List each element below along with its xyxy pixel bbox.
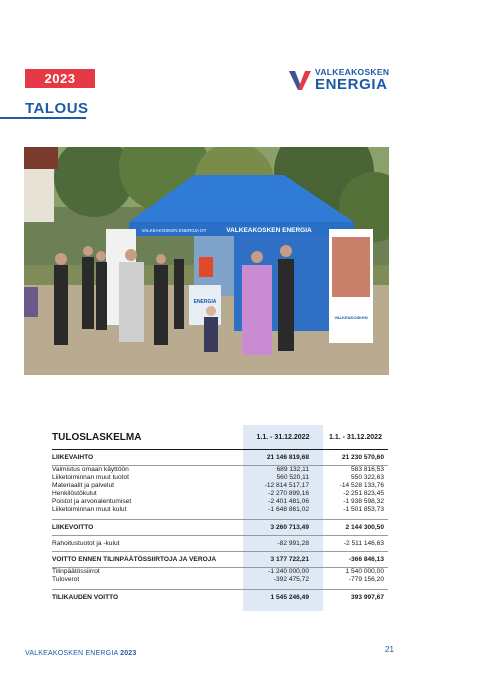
table-row — [52, 482, 388, 490]
row-value-1: -2 401 481,06 — [268, 498, 309, 505]
table-row — [52, 552, 388, 568]
row-value-2: 2 144 300,50 — [323, 520, 388, 536]
table-row — [52, 450, 388, 466]
row-value-2: -2 511 146,63 — [323, 536, 388, 552]
year-badge: 2023 — [25, 69, 95, 88]
row-value-1: 3 177 722,21 — [243, 552, 323, 568]
event-photo — [24, 147, 389, 375]
row-value-2: 583 816,53 — [323, 466, 388, 475]
table-header-row — [52, 425, 388, 450]
row-value-2: 393 997,67 — [323, 590, 388, 606]
table-row — [52, 568, 388, 577]
sign-text: ENERGIA — [193, 299, 217, 305]
logo-top-text: VALKEAKOSKEN — [315, 67, 390, 78]
row-label: VOITTO ENNEN TILINPÄÄTÖSSIIRTOJA JA VEROJA — [52, 552, 243, 568]
row-value-2: 550 322,63 — [350, 474, 384, 481]
footer-year: 2023 — [120, 650, 137, 657]
row-value-1: 3 260 713,49 — [243, 520, 323, 536]
row-value-2: 21 230 570,60 — [323, 450, 388, 466]
row-value-1: -2 270 899,16 — [268, 490, 309, 497]
tent-valance-text: VALKEAKOSKEN ENERGIA — [226, 227, 312, 234]
row-label: Henkilöstökulut — [52, 490, 97, 497]
table-title: TULOSLASKELMA — [52, 431, 142, 443]
row-value-1: 689 132,11 — [243, 466, 323, 475]
row-value-1: -1 240 000,00 — [243, 568, 323, 577]
row-label: Tilinpäätössiirrot — [52, 568, 243, 577]
table-row — [52, 520, 388, 536]
row-value-1: 1 545 246,49 — [243, 590, 323, 606]
row-value-2: -14 528 133,76 — [339, 482, 384, 489]
income-statement — [52, 425, 388, 605]
table-row — [52, 536, 388, 552]
section-title: TALOUS — [25, 100, 89, 117]
table-row — [52, 506, 388, 514]
row-label: Materiaalit ja palvelut — [52, 482, 114, 489]
row-label: Poistot ja arvonalentumiset — [52, 498, 132, 505]
page-number: 21 — [385, 645, 394, 654]
tent-valance-small-text: VALKEAKOSKEN ENERGIA OY — [141, 228, 207, 233]
row-value-1: -12 814 517,17 — [264, 482, 309, 489]
col2-header: 1.1. - 31.12.2022 — [329, 433, 382, 441]
row-value-2: -366 846,13 — [323, 552, 388, 568]
row-value-1: 21 146 819,68 — [243, 450, 323, 466]
row-label: Tuloverot — [52, 576, 80, 583]
row-value-2: -2 251 823,45 — [343, 490, 384, 497]
row-value-1: -1 648 861,02 — [268, 506, 309, 513]
row-value-1: -82 991,28 — [243, 536, 323, 552]
row-value-2: -779 156,20 — [348, 576, 384, 583]
company-logo — [289, 67, 391, 93]
table-row — [52, 474, 388, 482]
table-row — [52, 590, 388, 606]
row-label: Liiketoiminnan muut kulut — [52, 506, 127, 513]
row-value-1: 560 520,11 — [276, 474, 309, 481]
table-row — [52, 466, 388, 475]
logo-bottom-text: ENERGIA — [315, 75, 388, 93]
section-rule — [0, 117, 86, 119]
row-value-2: 1 540 000,00 — [323, 568, 388, 577]
row-value-1: -392 475,72 — [273, 576, 309, 583]
footer-text: VALKEAKOSKEN ENERGIA — [25, 650, 118, 657]
col1-header: 1.1. - 31.12.2022 — [256, 433, 310, 441]
banner-text: VALKEAKOSKEN — [334, 315, 368, 320]
row-value-2: -1 938 598,32 — [343, 498, 384, 505]
table-row — [52, 576, 388, 584]
row-label: Liiketoiminnan muut tuotot — [52, 474, 129, 481]
row-label: Rahoitustuotot ja -kulut — [52, 536, 243, 552]
table-row — [52, 490, 388, 498]
logo-v-icon — [289, 69, 311, 91]
footer — [25, 650, 137, 657]
row-label: LIIKEVOITTO — [52, 520, 243, 536]
row-label: TILIKAUDEN VOITTO — [52, 590, 243, 606]
row-value-2: -1 501 853,73 — [343, 506, 384, 513]
table-row — [52, 498, 388, 506]
row-label: LIIKEVAIHTO — [52, 450, 243, 466]
row-label: Valmistus omaan käyttöön — [52, 466, 243, 475]
